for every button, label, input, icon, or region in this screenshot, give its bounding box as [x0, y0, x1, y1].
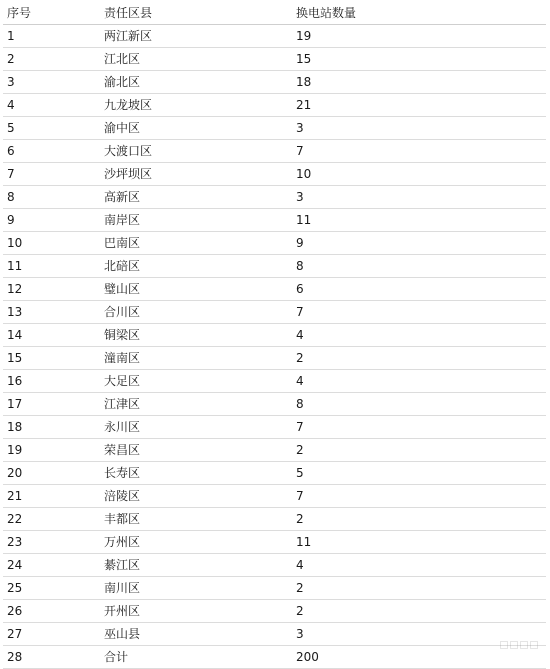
watermark-mark — [500, 641, 508, 649]
table-row — [3, 577, 546, 600]
cell-index: 14 — [3, 324, 100, 347]
cell-index: 16 — [3, 370, 100, 393]
cell-district: 江津区 — [100, 393, 292, 416]
cell-index: 19 — [3, 439, 100, 462]
cell-station-count: 2 — [292, 347, 546, 370]
table-row — [3, 439, 546, 462]
cell-station-count: 10 — [292, 163, 546, 186]
cell-district: 巫山县 — [100, 623, 292, 646]
cell-district: 渝中区 — [100, 117, 292, 140]
cell-district: 涪陵区 — [100, 485, 292, 508]
cell-district: 铜梁区 — [100, 324, 292, 347]
cell-district: 开州区 — [100, 600, 292, 623]
cell-station-count: 19 — [292, 25, 546, 48]
cell-station-count: 6 — [292, 278, 546, 301]
table-row — [3, 140, 546, 163]
table-row — [3, 416, 546, 439]
station-table — [3, 2, 546, 669]
table-row — [3, 232, 546, 255]
cell-station-count: 5 — [292, 462, 546, 485]
cell-station-count: 9 — [292, 232, 546, 255]
cell-index: 22 — [3, 508, 100, 531]
table-row — [3, 600, 546, 623]
cell-index: 28 — [3, 646, 100, 669]
cell-station-count: 15 — [292, 48, 546, 71]
table-row — [3, 186, 546, 209]
cell-station-count: 7 — [292, 416, 546, 439]
cell-district: 沙坪坝区 — [100, 163, 292, 186]
cell-district: 万州区 — [100, 531, 292, 554]
table-row — [3, 94, 546, 117]
cell-station-count: 4 — [292, 554, 546, 577]
table-row — [3, 48, 546, 71]
cell-station-count: 3 — [292, 117, 546, 140]
cell-station-count: 200 — [292, 646, 546, 669]
cell-index: 8 — [3, 186, 100, 209]
cell-district: 綦江区 — [100, 554, 292, 577]
table-row — [3, 301, 546, 324]
cell-index: 21 — [3, 485, 100, 508]
table-row — [3, 485, 546, 508]
cell-index: 20 — [3, 462, 100, 485]
cell-district: 长寿区 — [100, 462, 292, 485]
table-row — [3, 209, 546, 232]
watermark — [500, 634, 544, 644]
cell-index: 5 — [3, 117, 100, 140]
cell-district: 合计 — [100, 646, 292, 669]
cell-district: 渝北区 — [100, 71, 292, 94]
table-row — [3, 508, 546, 531]
cell-index: 1 — [3, 25, 100, 48]
table-row — [3, 393, 546, 416]
table-row — [3, 347, 546, 370]
cell-station-count: 8 — [292, 393, 546, 416]
cell-station-count: 8 — [292, 255, 546, 278]
table-row — [3, 370, 546, 393]
cell-index: 9 — [3, 209, 100, 232]
table-row — [3, 278, 546, 301]
cell-index: 13 — [3, 301, 100, 324]
cell-index: 11 — [3, 255, 100, 278]
header-station-count: 换电站数量 — [292, 2, 546, 25]
cell-index: 12 — [3, 278, 100, 301]
cell-district: 荣昌区 — [100, 439, 292, 462]
cell-station-count: 7 — [292, 485, 546, 508]
table-row — [3, 623, 546, 646]
cell-index: 10 — [3, 232, 100, 255]
cell-district: 九龙坡区 — [100, 94, 292, 117]
table-row — [3, 71, 546, 94]
table-row — [3, 531, 546, 554]
cell-district: 两江新区 — [100, 25, 292, 48]
cell-index: 24 — [3, 554, 100, 577]
cell-station-count: 18 — [292, 71, 546, 94]
cell-index: 15 — [3, 347, 100, 370]
table-body — [3, 2, 546, 669]
table-row — [3, 255, 546, 278]
cell-district: 璧山区 — [100, 278, 292, 301]
table-row — [3, 324, 546, 347]
cell-station-count: 2 — [292, 439, 546, 462]
cell-district: 潼南区 — [100, 347, 292, 370]
cell-station-count: 2 — [292, 600, 546, 623]
watermark-mark — [520, 641, 528, 649]
cell-station-count: 11 — [292, 531, 546, 554]
cell-district: 巴南区 — [100, 232, 292, 255]
cell-station-count: 7 — [292, 140, 546, 163]
cell-index: 3 — [3, 71, 100, 94]
table-row — [3, 117, 546, 140]
cell-index: 4 — [3, 94, 100, 117]
cell-district: 合川区 — [100, 301, 292, 324]
cell-district: 丰都区 — [100, 508, 292, 531]
table-row — [3, 462, 546, 485]
cell-station-count: 11 — [292, 209, 546, 232]
cell-station-count: 4 — [292, 370, 546, 393]
cell-district: 江北区 — [100, 48, 292, 71]
cell-index: 23 — [3, 531, 100, 554]
watermark-mark — [510, 641, 518, 649]
cell-district: 南岸区 — [100, 209, 292, 232]
cell-index: 18 — [3, 416, 100, 439]
cell-district: 大渡口区 — [100, 140, 292, 163]
cell-station-count: 3 — [292, 186, 546, 209]
cell-index: 25 — [3, 577, 100, 600]
watermark-mark — [530, 641, 538, 649]
cell-station-count: 3 — [292, 623, 546, 646]
cell-district: 永川区 — [100, 416, 292, 439]
cell-index: 6 — [3, 140, 100, 163]
cell-station-count: 21 — [292, 94, 546, 117]
table-row — [3, 163, 546, 186]
cell-district: 北碚区 — [100, 255, 292, 278]
cell-index: 27 — [3, 623, 100, 646]
cell-station-count: 2 — [292, 577, 546, 600]
table-row — [3, 25, 546, 48]
table-row — [3, 646, 546, 669]
cell-index: 17 — [3, 393, 100, 416]
cell-district: 高新区 — [100, 186, 292, 209]
header-district: 责任区县 — [100, 2, 292, 25]
cell-district: 大足区 — [100, 370, 292, 393]
cell-station-count: 7 — [292, 301, 546, 324]
cell-index: 7 — [3, 163, 100, 186]
table-header-row — [3, 2, 546, 25]
header-index: 序号 — [3, 2, 100, 25]
table-row — [3, 554, 546, 577]
cell-district: 南川区 — [100, 577, 292, 600]
cell-station-count: 2 — [292, 508, 546, 531]
cell-index: 2 — [3, 48, 100, 71]
cell-index: 26 — [3, 600, 100, 623]
cell-station-count: 4 — [292, 324, 546, 347]
